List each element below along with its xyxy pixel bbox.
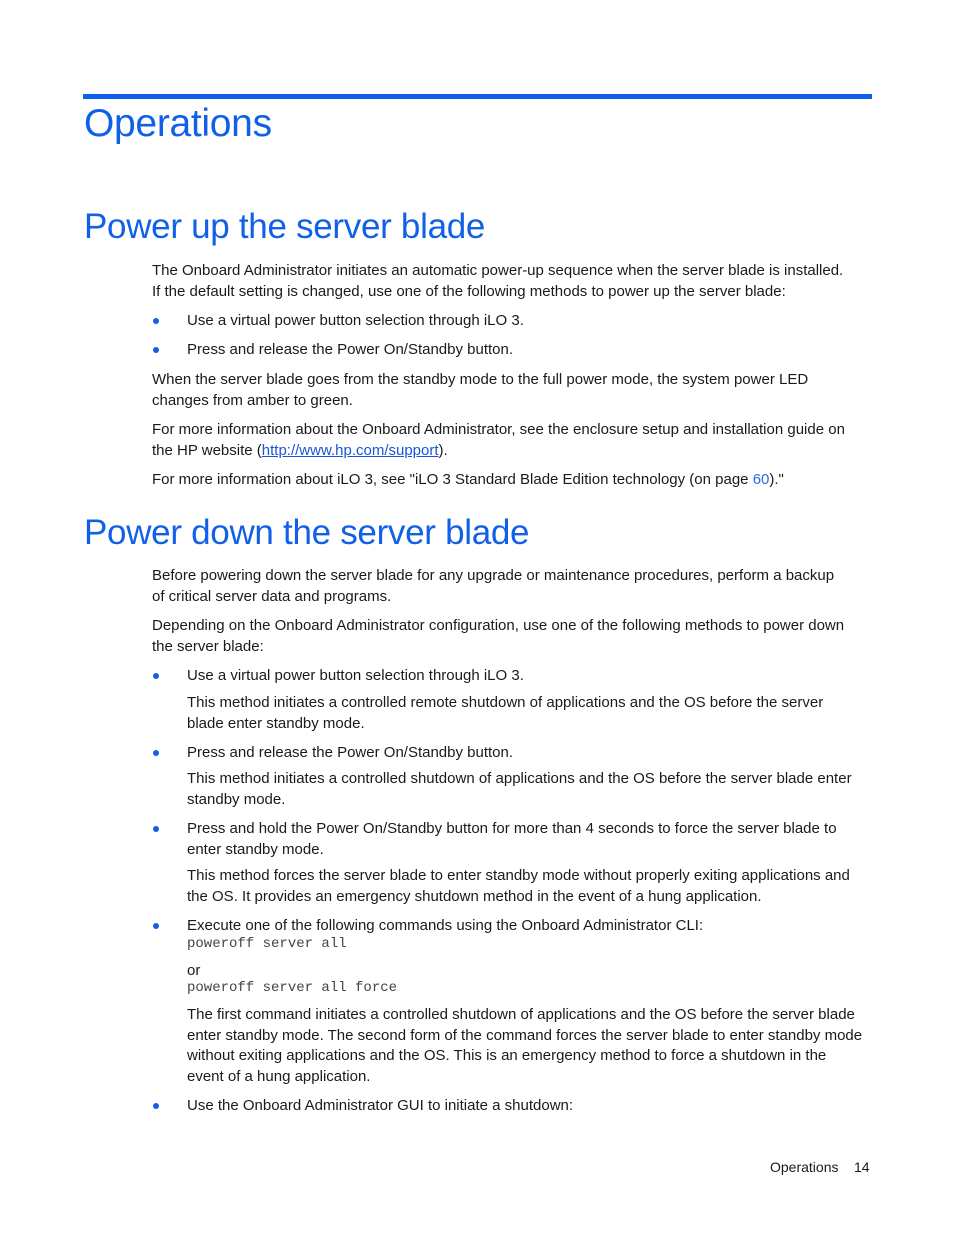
power-down-bullet-ilo-desc: This method initiates a controlled remote shutdown of applications and the OS before the server blade enter standby mode.	[187, 694, 824, 732]
bullet-dot	[153, 1103, 159, 1109]
power-down-intro-1: Before powering down the server blade for any upgrade or maintenance procedures, perform a backup of critical server data and programs.	[152, 567, 835, 605]
cli-command-poweroff: poweroff server all	[187, 936, 347, 952]
bullet-dot	[153, 826, 159, 832]
power-down-bullet-hold: Press and hold the Power On/Standby button for more than 4 seconds to force the server blade to enter standby mode.	[187, 820, 837, 858]
hp-support-link[interactable]: http://www.hp.com/support	[261, 441, 439, 459]
power-down-bullet-hold-desc: This method forces the server blade to enter standby mode without properly exiting applications and the OS. It provides an emergency shutdown method in the event of a hung application.	[187, 867, 850, 905]
power-down-bullet-cli-desc: The first command initiates a controlled shutdown of applications and the OS before the server blade enter standby mode. The second form of the command forces the server blade to enter standby mode without exiting applications and the OS. This is an emergency method to force a shutdown in the event of a hung application.	[187, 1006, 863, 1085]
power-up-bullet-button: Press and release the Power On/Standby button.	[187, 341, 514, 358]
cli-command-poweroff-force: poweroff server all force	[187, 980, 398, 996]
power-down-intro-2: Depending on the Onboard Administrator configuration, use one of the following methods to power down the server blade:	[152, 617, 845, 655]
bullet-dot	[153, 923, 159, 929]
section-heading-power-down: Power down the server blade	[84, 513, 530, 552]
page-reference-link[interactable]: 60	[752, 471, 770, 488]
power-up-bullet-ilo: Use a virtual power button selection through iLO 3.	[187, 312, 524, 329]
bullet-dot	[153, 750, 159, 756]
cli-or-label: or	[187, 962, 201, 979]
power-up-intro: The Onboard Administrator initiates an automatic power-up sequence when the server blade is installed. If the default setting is changed, use one of the following methods to power up the server blade:	[152, 262, 844, 300]
power-down-bullet-gui: Use the Onboard Administrator GUI to initiate a shutdown:	[187, 1097, 574, 1114]
bullet-dot	[153, 673, 159, 679]
power-down-bullet-ilo: Use a virtual power button selection through iLO 3.	[187, 667, 524, 684]
bullet-dot	[153, 318, 159, 324]
chapter-title: Operations	[84, 102, 272, 145]
footer-section-name: Operations	[770, 1159, 839, 1175]
footer-page-number: 14	[854, 1159, 870, 1175]
section-heading-power-up: Power up the server blade	[84, 207, 486, 246]
bullet-dot	[153, 347, 159, 353]
power-down-bullet-button: Press and release the Power On/Standby button.	[187, 744, 514, 761]
power-down-bullet-button-desc: This method initiates a controlled shutdown of applications and the OS before the server blade enter standby mode.	[187, 770, 852, 808]
chapter-rule	[83, 94, 872, 99]
ilo-reference-paragraph: For more information about iLO 3, see "iLO 3 Standard Blade Edition technology (on page 60)."	[152, 471, 784, 488]
power-down-bullet-cli: Execute one of the following commands using the Onboard Administrator CLI:	[187, 917, 704, 934]
more-info-paragraph: For more information about the Onboard Administrator, see the enclosure setup and installation guide on the HP website (http://www.hp.com/support).	[152, 421, 845, 459]
power-led-paragraph: When the server blade goes from the standby mode to the full power mode, the system power LED changes from amber to green.	[152, 371, 809, 409]
